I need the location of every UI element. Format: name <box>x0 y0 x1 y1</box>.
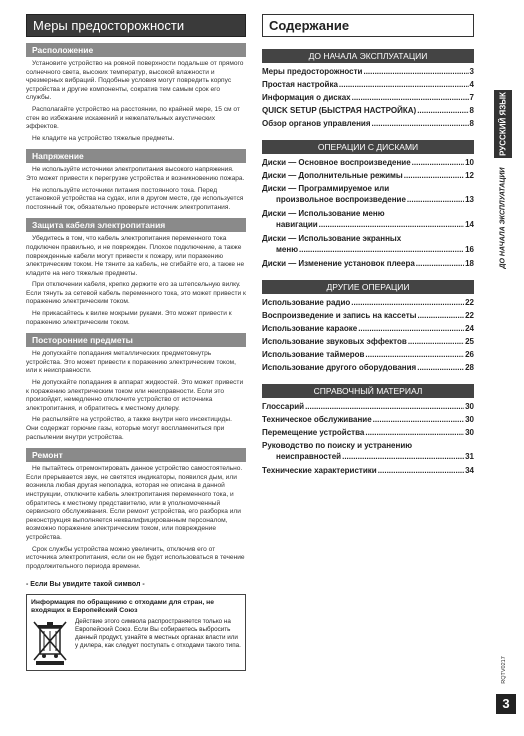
contents-entry-page: 8 <box>469 106 474 115</box>
contents-entry-page: 7 <box>469 93 474 102</box>
contents-entry-page: 12 <box>465 171 474 180</box>
section-paragraph: Срок службы устройства можно увеличить, отключив его от источника электропитания, если он не будет использоваться в течение продолжительного периода времени. <box>26 545 245 570</box>
dot-leader <box>365 350 464 359</box>
contents-entry-title: Меры предосторожности <box>262 67 363 76</box>
dot-leader <box>351 298 464 307</box>
section-heading: Расположение <box>26 43 246 57</box>
contents-entry[interactable] <box>262 466 474 475</box>
contents-entry-page: 4 <box>469 80 474 89</box>
section-paragraph: Не прикасайтесь к вилке мокрыми руками. Это может привести к поражению электрическим током. <box>26 310 232 326</box>
contents-groups <box>262 49 474 475</box>
contents-entry[interactable] <box>262 415 474 424</box>
section-paragraph: Не допускайте попадания в аппарат жидкостей. Это может привести к поражению электрическим током или неисправности. Если это произойдет, немедленно отключите устройство от источника электропитания, и обратитесь к местному дилеру. <box>26 379 244 412</box>
contents-entry[interactable] <box>262 337 474 346</box>
section-paragraph: Не используйте источники электропитания высокого напряжения. Это может привести к перегрузке устройства и возникновению пожара. <box>26 166 245 182</box>
contents-entry-page: 30 <box>465 402 474 411</box>
contents-entry-page: 22 <box>465 298 474 307</box>
section-paragraph: Установите устройство на ровной поверхности подальше от прямого солнечного света, высоких температур, высокой влажности и чрезмерных вибраций. Подобные условия могут повредить корпус устройства и другие компоненты, сократив тем самым срок его службы. <box>26 60 244 102</box>
contents-entry[interactable] <box>262 324 474 333</box>
section-paragraph: Убедитесь в том, что кабель электропитания переменного тока подключен правильно, и не поврежден. Плохое подключение, а также поврежденные кабели могут привести к пожару, или поражению электрическим током. Не тяните за кабель, не сгибайте его, а также не кладите на него тяжелые предметы. <box>26 235 245 277</box>
dot-leader <box>342 452 464 463</box>
contents-entry-title: Диски — Изменение установок плеера <box>262 259 415 268</box>
contents-entry-page: 8 <box>469 119 474 128</box>
contents-entry-title: Диски — Использование экранных <box>262 234 402 243</box>
contents-entry-page: 18 <box>465 259 474 268</box>
section-paragraph: Не кладите на устройство тяжелые предметы. <box>32 134 175 142</box>
contents-entry[interactable] <box>262 158 474 167</box>
contents-entry[interactable] <box>262 298 474 307</box>
contents-entry-title: Использование звуковых эффектов <box>262 337 407 346</box>
contents-entry[interactable] <box>262 80 474 89</box>
contents-group-heading: ДО НАЧАЛА ЭКСПЛУАТАЦИИ <box>262 49 474 63</box>
contents-group-heading: ДРУГИЕ ОПЕРАЦИИ <box>262 280 474 294</box>
contents-entry-page: 14 <box>465 219 474 229</box>
dot-leader <box>319 220 464 231</box>
dot-leader <box>412 158 464 167</box>
contents-entry[interactable] <box>262 234 474 255</box>
contents-entry[interactable] <box>262 93 474 102</box>
contents-entry-title: Простая настройка <box>262 80 338 89</box>
precautions-column <box>26 14 246 671</box>
section-heading: Посторонние предметы <box>26 333 246 347</box>
contents-entry-page: 22 <box>465 311 474 320</box>
contents-entry-title: Использование другого оборудования <box>262 363 417 372</box>
dot-leader <box>378 466 464 475</box>
section-side-label: ДО НАЧАЛА ЭКСПЛУАТАЦИИ <box>499 167 507 269</box>
contents-entry[interactable] <box>262 106 474 115</box>
contents-entry[interactable] <box>262 428 474 437</box>
contents-entry-title: Использование таймеров <box>262 350 365 359</box>
contents-entry-title: Диски — Программируемое или <box>262 184 390 193</box>
contents-entry-title: Руководство по поиску и устранению <box>262 441 413 450</box>
contents-entry-title: Диски — Использование меню <box>262 209 385 218</box>
contents-entry-page: 25 <box>465 337 474 346</box>
section-heading: Ремонт <box>26 448 246 462</box>
contents-entry-page: 13 <box>465 194 474 204</box>
contents-entry-continuation: меню <box>276 244 299 254</box>
dot-leader <box>416 259 464 268</box>
contents-entry-page: 30 <box>465 415 474 424</box>
dot-leader <box>352 93 469 102</box>
contents-entry-title: Техническое обслуживание <box>262 415 372 424</box>
contents-entry-page: 34 <box>465 466 474 475</box>
contents-entry-page: 31 <box>465 451 474 461</box>
contents-entry-page: 30 <box>465 428 474 437</box>
language-tab: РУССКИЙ ЯЗЫК <box>494 90 512 158</box>
contents-entry-title: QUICK SETUP (БЫСТРАЯ НАСТРОЙКА) <box>262 106 417 115</box>
contents-entry[interactable] <box>262 209 474 230</box>
dot-leader <box>365 428 464 437</box>
dot-leader <box>408 337 464 346</box>
dot-leader <box>363 67 468 76</box>
page-number: 3 <box>496 694 516 714</box>
dot-leader <box>417 106 468 115</box>
dot-leader <box>407 195 464 206</box>
eu-disposal-title: Информация по обращению с отходами для стран, не входящих в Европейский Союз <box>31 599 215 615</box>
contents-group-heading: ОПЕРАЦИИ С ДИСКАМИ <box>262 140 474 154</box>
contents-entry-title: Глоссарий <box>262 402 305 411</box>
contents-entry-continuation: навигации <box>276 219 318 229</box>
contents-entry-title: Использование караоке <box>262 324 358 333</box>
dot-leader <box>417 363 464 372</box>
contents-title: Содержание <box>262 14 474 37</box>
document-code: RQTV0217 <box>501 656 507 684</box>
eu-disposal-box <box>26 594 246 671</box>
contents-entry[interactable] <box>262 311 474 320</box>
section-heading: Напряжение <box>26 149 246 163</box>
contents-column <box>262 14 474 475</box>
precautions-sections <box>26 43 246 571</box>
contents-entry-page: 3 <box>469 67 474 76</box>
contents-entry[interactable] <box>262 441 474 462</box>
contents-entry-continuation: произвольное воспроизведение <box>276 194 406 204</box>
contents-entry-continuation: неисправностей <box>276 451 342 461</box>
symbol-note: - Если Вы увидите такой символ - <box>26 581 145 589</box>
contents-entry[interactable] <box>262 171 474 180</box>
section-paragraph: Располагайте устройство на расстоянии, по крайней мере, 15 см от стен во избежание искажений и нежелательных акустических эффектов. <box>26 105 240 131</box>
dot-leader <box>299 245 464 256</box>
contents-entry[interactable] <box>262 259 474 268</box>
dot-leader <box>372 119 469 128</box>
dot-leader <box>358 324 464 333</box>
contents-entry[interactable] <box>262 350 474 359</box>
dot-leader <box>404 171 464 180</box>
eu-disposal-text: Действие этого символа распространяется только на Европейский Союз. Если Вы собираетесь выбросить данный продукт, узнайте в местных органах власти или у дилера, как следует поступать с отходами такого типа. <box>75 618 241 650</box>
contents-entry-page: 24 <box>465 324 474 333</box>
contents-entry-page: 28 <box>465 363 474 372</box>
contents-entry-title: Диски — Дополнительные режимы <box>262 171 403 180</box>
contents-entry-title: Использование радио <box>262 298 351 307</box>
precautions-title: Меры предосторожности <box>26 14 246 37</box>
contents-entry-title: Информация о дисках <box>262 93 351 102</box>
dot-leader <box>305 402 464 411</box>
contents-entry-page: 16 <box>465 244 474 254</box>
contents-entry[interactable] <box>262 363 474 372</box>
contents-group-heading: СПРАВОЧНЫЙ МАТЕРИАЛ <box>262 384 474 398</box>
section-paragraph: Не пытайтесь отремонтировать данное устройство самостоятельно. Если прерывается звук, не светятся индикаторы, появился дым, или возникла любая другая неполадка, которая не описана в данной инструкции, отключите кабель электропитания переменного тока, и обратитесь к местному представителю, или в уполномоченный сервисного обслуживания. Если ремонт устройства, его разборка или реконструкция выполняется неквалифицированным персоналом, возможно поражение электрическим током, или повреждение устройства. <box>26 465 243 541</box>
contents-entry[interactable] <box>262 67 474 76</box>
section-heading: Защита кабеля электропитания <box>26 218 246 232</box>
dot-leader <box>339 80 469 89</box>
dot-leader <box>373 415 464 424</box>
contents-entry-title: Перемещение устройства <box>262 428 365 437</box>
contents-entry-title: Воспроизведение и запись на кассеты <box>262 311 417 320</box>
contents-entry-title: Диски — Основное воспроизведение <box>262 158 411 167</box>
section-paragraph: Не распыляйте на устройство, а также внутри него инсектициды. Они содержат горючие газы, которые могут воспламениться при распылении внутри устройства. <box>26 416 232 441</box>
section-paragraph: При отключении кабеля, крепко держите его за штепсельную вилку. Если тянуть за сетевой кабель переменного тока, это может привести к поражению электрическим током. <box>26 281 246 306</box>
contents-entry-title: Обзор органов управления <box>262 119 371 128</box>
contents-entry-page: 26 <box>465 350 474 359</box>
section-paragraph: Не допускайте попадания металлических предметовнутрь устройства. Это может привести к поражению электрическим током, или к неисправности. <box>26 350 236 375</box>
contents-entry[interactable] <box>262 184 474 205</box>
section-paragraph: Не используйте источники питания постоянного тока. Перед установкой устройства на судах, или в другом месте, где используется постоянный ток, обязательно проверьте источник электропитания. <box>26 186 244 211</box>
contents-entry[interactable] <box>262 402 474 411</box>
contents-entry[interactable] <box>262 119 474 128</box>
contents-entry-page: 10 <box>465 158 474 167</box>
contents-entry-title: Технические характеристики <box>262 466 377 475</box>
crossed-bin-icon <box>31 618 69 666</box>
dot-leader <box>417 311 464 320</box>
